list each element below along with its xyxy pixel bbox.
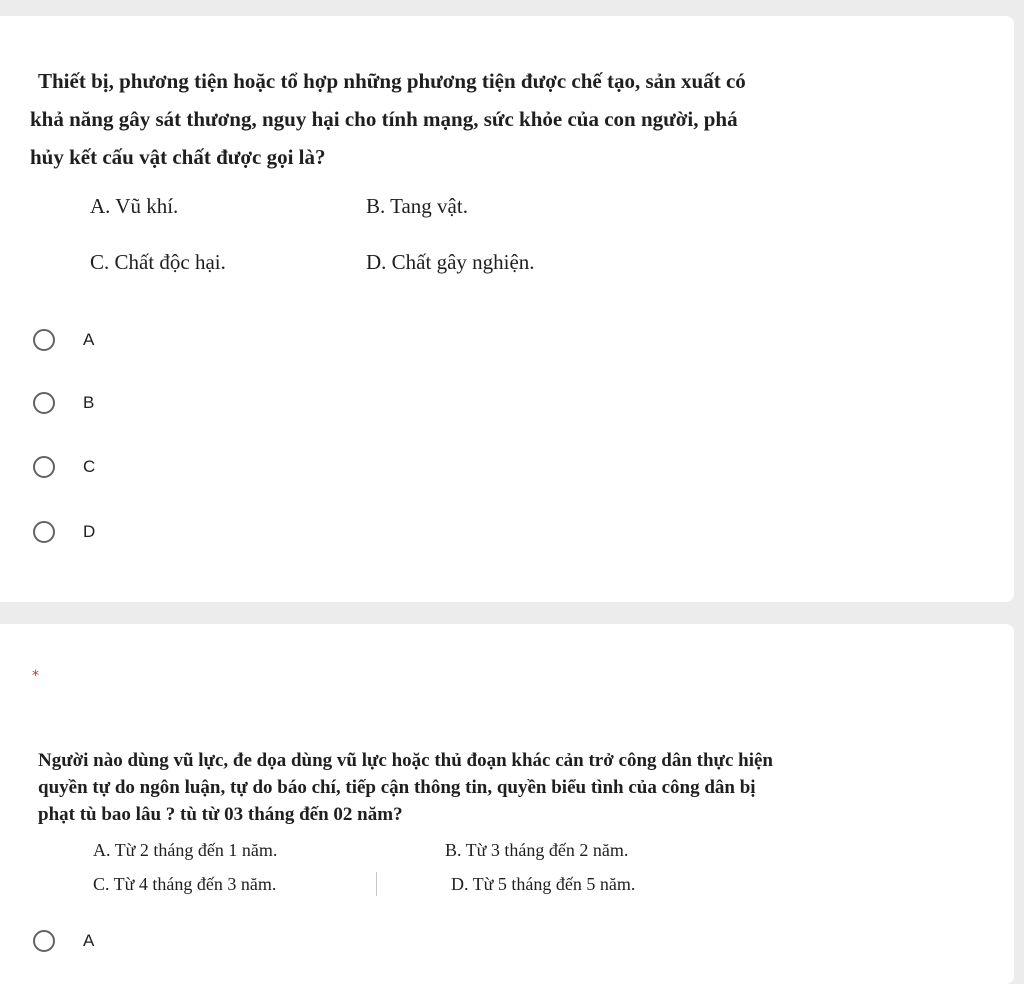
question-2-option-b: B. Từ 3 tháng đến 2 năm. [445,840,629,860]
radio-button-icon[interactable] [33,392,55,414]
text-cursor-mark [376,872,377,896]
question-2-line-2: quyền tự do ngôn luận, tự do báo chí, tiếp cận thông tin, quyền biểu tình của công dân bị [38,777,756,798]
radio-button-icon[interactable] [33,521,55,543]
required-marker: * [32,668,39,684]
question-1-text [30,62,960,176]
radio-button-icon[interactable] [33,329,55,351]
radio-button-icon[interactable] [33,930,55,952]
question-2-option-c: C. Từ 4 tháng đến 3 năm. [93,874,277,894]
question-card-1 [0,16,1014,602]
question-1-line-2: khả năng gây sát thương, nguy hại cho tính mạng, sức khỏe của con người, phá [30,107,738,131]
question-card-2 [0,624,1014,984]
question-1-choice-c[interactable] [33,452,95,482]
question-1-line-3: hủy kết cấu vật chất được gọi là? [30,145,326,169]
question-1-option-b: B. Tang vật. [366,194,468,218]
question-2-text [38,747,988,828]
question-2-choice-a[interactable] [33,926,94,956]
question-1-line-1: Thiết bị, phương tiện hoặc tổ hợp những phương tiện được chế tạo, sản xuất có [38,69,746,93]
choice-label: D [83,522,96,541]
choice-label: B [83,393,95,412]
question-2-option-d: D. Từ 5 tháng đến 5 năm. [451,874,636,894]
question-1-option-a: A. Vũ khí. [90,194,179,218]
choice-label: A [83,931,95,950]
question-2-line-1: Người nào dùng vũ lực, đe dọa dùng vũ lực hoặc thủ đoạn khác cản trở công dân thực hiện [38,750,773,771]
question-1-choice-b[interactable] [33,388,94,418]
question-1-choice-d[interactable] [33,517,95,547]
choice-label: C [83,457,96,476]
question-2-option-a: A. Từ 2 tháng đến 1 năm. [93,840,278,860]
radio-button-icon[interactable] [33,456,55,478]
question-1-option-c: C. Chất độc hại. [90,250,226,274]
question-2-line-3: phạt tù bao lâu ? tù từ 03 tháng đến 02 năm? [38,804,403,825]
choice-label: A [83,330,95,349]
question-1-option-d: D. Chất gây nghiện. [366,250,535,274]
question-1-choice-a[interactable] [33,325,94,355]
